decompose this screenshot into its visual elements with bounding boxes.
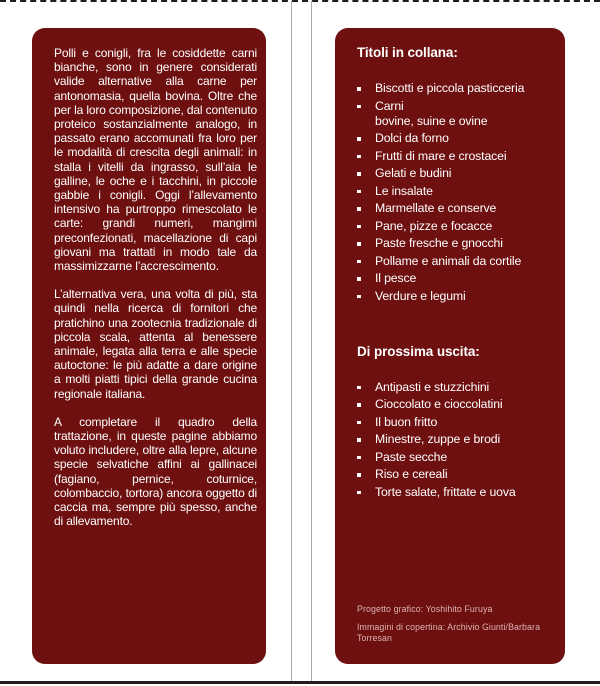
upcoming-title-item: [357, 467, 557, 482]
series-title-item: [357, 271, 557, 286]
book-title: Frutti di mare e crostacei: [375, 148, 507, 163]
series-title-item: [357, 149, 557, 164]
square-bullet-icon: [357, 172, 361, 176]
credit-line: Immagini di copertina: Archivio Giunti/Barbara Torresan: [357, 622, 541, 643]
description-flap-panel: [32, 28, 266, 664]
book-title: Il pesce: [375, 271, 417, 285]
upcoming-title-item: [357, 450, 557, 465]
upcoming-title-item: [357, 380, 557, 395]
square-bullet-icon: [357, 225, 361, 229]
series-content: [335, 28, 565, 664]
series-title-text: [375, 201, 496, 216]
series-flap-panel: [335, 28, 565, 664]
upcoming-title-list: [357, 380, 557, 500]
book-title: Gelati e budini: [375, 166, 452, 180]
book-title: Carni: [375, 98, 404, 113]
series-title-text: [375, 184, 433, 199]
square-bullet-icon: [357, 456, 361, 460]
upcoming-title-text: [375, 397, 502, 412]
book-subtitle: bovine, suine e ovine: [375, 113, 488, 128]
book-title: Pollame e animali da cortile: [375, 253, 522, 268]
series-title-item: [357, 289, 557, 304]
book-title: Paste fresche e gnocchi: [375, 236, 503, 250]
bottom-trim-line: [0, 681, 600, 684]
book-title: Dolci da forno: [375, 131, 449, 145]
series-title-text: [375, 219, 492, 234]
description-paragraph: Polli e conigli, fra le cosiddette carni bianche, sono in genere considerati valide alternative alla carne per antonomasia, quella bovina. Oltre che per la loro composizione, dal contenuto proteico sostanzialmente analogo, in passato erano accomunati fra loro per le modalità di crescita degli animali: in stalla i vitelli da ingrasso, sull’aia le galline, le oche e i tacchini, in piccole gabbie i conigli. Oggi l’allevamento intensivo ha purtroppo rimescolato le carte: grandi numeri, mangimi preconfezionati, macellazione di capi giovani ma trattati in modo tale da massimizzarne l’accrescimento.: [54, 46, 257, 274]
description-paragraph: A completare il quadro della trattazione, in queste pagine abbiamo voluto includere, oltre alla lepre, alcune specie selvatiche affini ai gallinacei (fagiano, pernice, coturnice, colombaccio, tortora) ancora oggetto di caccia ma, sempre più spesso, anche di allevamento.: [54, 414, 257, 529]
book-title: Biscotti e piccola pasticceria: [375, 81, 525, 95]
upcoming-title-text: [375, 450, 447, 465]
square-bullet-icon: [357, 207, 361, 211]
series-title-text: [375, 254, 521, 269]
series-title-item: [357, 254, 557, 269]
upcoming-title-text: [375, 432, 500, 447]
book-title: Cioccolato e cioccolatini: [375, 397, 503, 411]
description-text-block: [32, 28, 266, 529]
square-bullet-icon: [357, 105, 361, 109]
top-trim-line: [0, 0, 600, 2]
square-bullet-icon: [357, 473, 361, 477]
series-title-item: [357, 184, 557, 199]
book-title: Pane, pizze e focacce: [375, 218, 493, 233]
description-paragraph: L’alternativa vera, una volta di più, sta quindi nella ricerca di fornitori che pratichino una zootecnia tradizionale di piccola scala, attenta al benessere animale, legata alla terra e alle specie autoctone: le più adatte a dare origine a molti piatti tipici della grande cucina regionale italiana.: [54, 287, 257, 401]
series-title-text: [375, 99, 487, 129]
square-bullet-icon: [357, 403, 361, 407]
square-bullet-icon: [357, 155, 361, 159]
upcoming-title-text: [375, 485, 516, 500]
series-title-text: [375, 131, 449, 146]
credits-block: [357, 597, 565, 644]
square-bullet-icon: [357, 260, 361, 264]
upcoming-title-text: [375, 415, 437, 430]
upcoming-title-item: [357, 415, 557, 430]
spine-fold-line-left: [291, 1, 292, 681]
book-title: Paste secche: [375, 449, 448, 464]
series-title-text: [375, 166, 451, 181]
book-title: Antipasti e stuzzichini: [375, 379, 490, 394]
book-title: Verdure e legumi: [375, 288, 466, 303]
spine-fold-line-right: [311, 1, 312, 681]
book-title: Le insalate: [375, 183, 433, 198]
book-title: Riso e cereali: [375, 467, 448, 481]
square-bullet-icon: [357, 277, 361, 281]
series-title-item: [357, 99, 557, 129]
square-bullet-icon: [357, 87, 361, 91]
square-bullet-icon: [357, 242, 361, 246]
credit-line: Progetto grafico: Yoshihito Furuya: [357, 604, 493, 614]
series-title-text: [375, 271, 416, 286]
series-title-item: [357, 81, 557, 96]
series-title-text: [375, 81, 524, 96]
series-title-text: [375, 149, 506, 164]
book-title: Torte salate, frittate e uova: [375, 484, 516, 499]
book-title: Marmellate e conserve: [375, 201, 497, 215]
upcoming-title-text: [375, 380, 489, 395]
square-bullet-icon: [357, 438, 361, 442]
upcoming-title-text: [375, 467, 447, 482]
series-title-item: [357, 236, 557, 251]
square-bullet-icon: [357, 295, 361, 299]
series-title-item: [357, 166, 557, 181]
series-title-text: [375, 289, 466, 304]
series-title-item: [357, 219, 557, 234]
series-title-item: [357, 201, 557, 216]
square-bullet-icon: [357, 190, 361, 194]
upcoming-title-item: [357, 432, 557, 447]
upcoming-title-item: [357, 397, 557, 412]
square-bullet-icon: [357, 386, 361, 390]
series-title-item: [357, 131, 557, 146]
book-title: Il buon fritto: [375, 414, 438, 429]
upcoming-title-item: [357, 485, 557, 500]
square-bullet-icon: [357, 137, 361, 141]
square-bullet-icon: [357, 421, 361, 425]
series-heading: Titoli in collana:: [357, 45, 458, 60]
book-title: Minestre, zuppe e brodi: [375, 432, 501, 446]
series-title-text: [375, 236, 503, 251]
series-title-list: [357, 81, 557, 304]
square-bullet-icon: [357, 491, 361, 495]
upcoming-heading: Di prossima uscita:: [357, 343, 480, 359]
